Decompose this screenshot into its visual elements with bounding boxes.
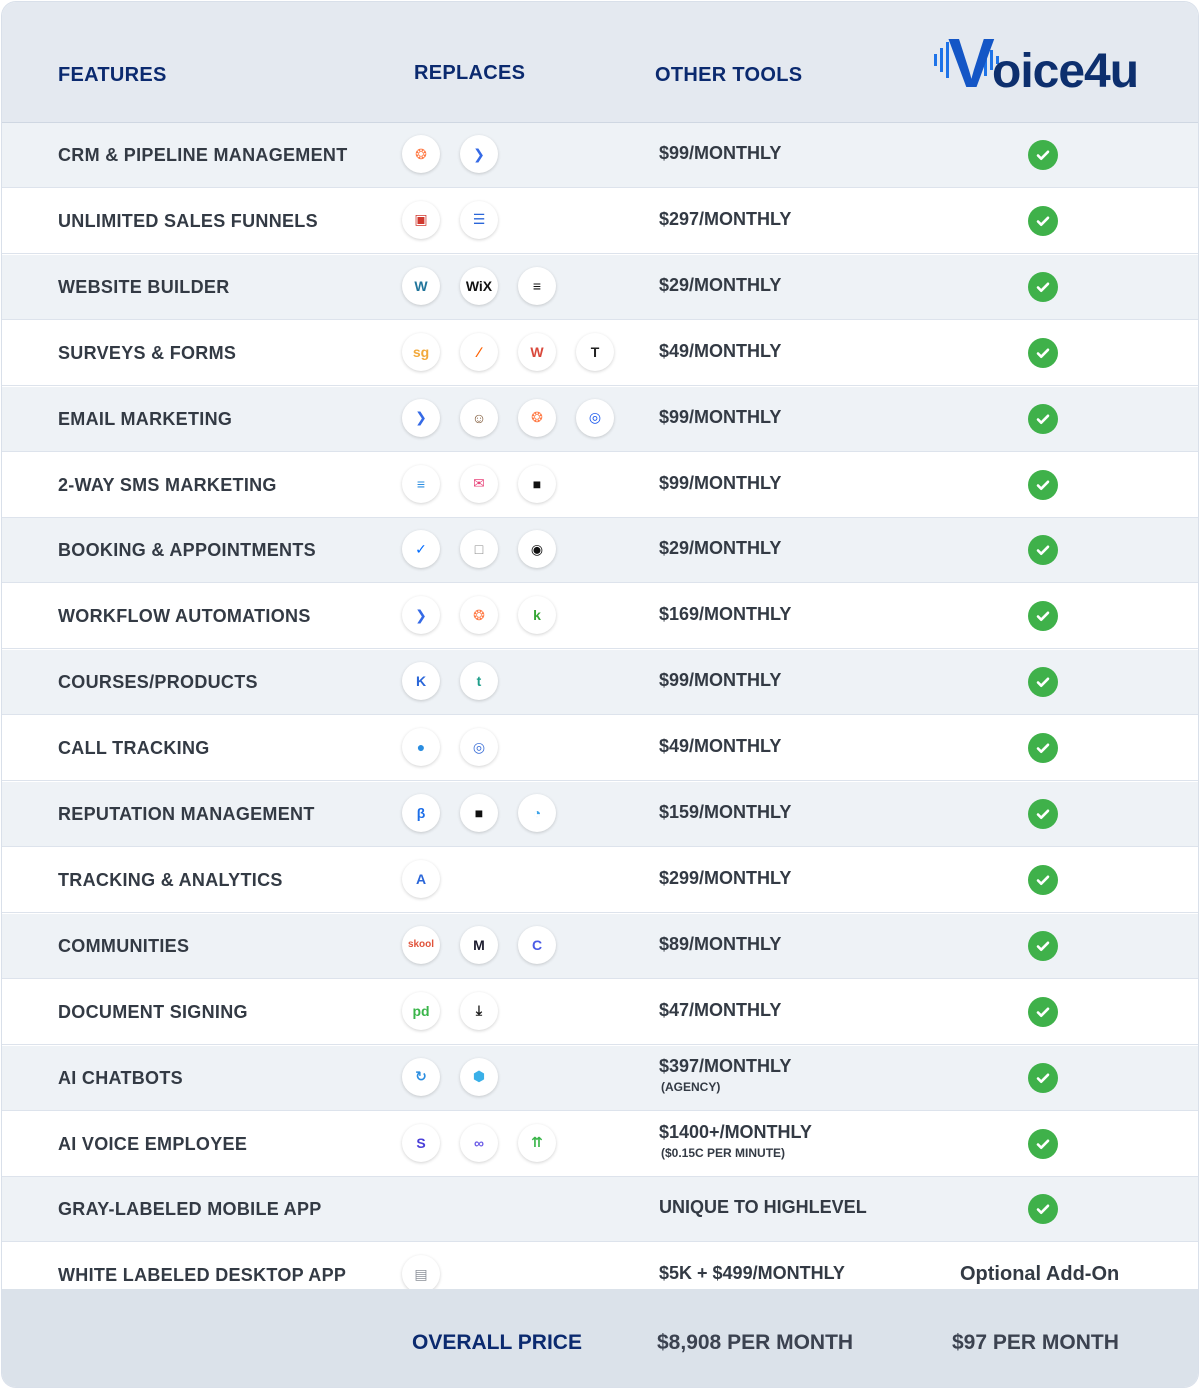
check-icon [1028,601,1058,631]
feature-name: DOCUMENT SIGNING [58,1001,248,1022]
ringba-icon: ◎ [460,728,498,766]
wix-icon: WiX [460,267,498,305]
feature-name: WEBSITE BUILDER [58,276,230,297]
feature-name: WHITE LABELED DESKTOP APP [58,1265,347,1286]
feature-name: AI CHATBOTS [58,1067,183,1088]
table-row [2,914,1198,979]
check-icon [1028,667,1058,697]
feature-name: CALL TRACKING [58,738,210,759]
check-icon [1028,1063,1058,1093]
other-tools-price: $49/MONTHLY [659,340,782,361]
mighty-icon: M [460,926,498,964]
table-row [2,123,1198,188]
chatbot-icon: ↻ [402,1058,440,1096]
table-row [2,387,1198,452]
feature-name: SURVEYS & FORMS [58,342,237,363]
check-icon [1028,272,1058,302]
other-tools-price: $99/MONTHLY [659,406,782,427]
table-header [2,2,1198,123]
other-tools-price: $5K + $499/MONTHLY [659,1263,845,1284]
table-row [2,189,1198,254]
other-tools-price: $99/MONTHLY [659,143,782,163]
check-icon [1028,865,1058,895]
teachable-icon: t [460,662,498,700]
clickfunnels-icon: ▣ [402,201,440,239]
acuity-icon: ◉ [518,530,556,568]
other-tools-price: $1400+/MONTHLY [659,1121,812,1142]
pandadoc-icon: pd [402,992,440,1030]
podium-icon: ■ [518,465,556,503]
check-icon [1028,206,1058,236]
table-row [2,453,1198,518]
leadpages-icon: ☰ [460,201,498,239]
optional-add-on-label: Optional Add-On [960,1263,1120,1286]
other-tools-price-note: ($0.15C PER MINUTE) [661,1145,786,1160]
feature-name: COMMUNITIES [58,935,190,956]
docsign-icon: ⤓ [460,992,498,1030]
other-tools-total: $8,908 PER MONTH [657,1331,854,1354]
table-footer [2,1289,1198,1387]
voice4u-total: $97 PER MONTH [952,1331,1119,1354]
other-tools-price-note: (AGENCY) [661,1079,721,1094]
check-icon [1028,997,1058,1027]
table-row [2,1046,1198,1111]
other-tools-price: $29/MONTHLY [659,538,782,559]
other-tools-price: $159/MONTHLY [659,802,792,822]
mailchimp-icon: ☺ [460,399,498,437]
activecampaign-icon: ❯ [402,399,440,437]
growth-icon: ⇈ [518,1124,556,1162]
skool-icon: skool [402,926,440,964]
other-tools-price: $397/MONTHLY [659,1055,792,1076]
table-row [2,321,1198,386]
feature-name: UNLIMITED SALES FUNNELS [58,210,318,231]
constantcontact-icon: ◎ [576,399,614,437]
birdeye-icon: β [402,794,440,832]
check-icon [1028,404,1058,434]
brand-v-letter: V [948,24,995,102]
table-row [2,584,1198,649]
wordpress-icon: W [402,267,440,305]
kajabi-icon: K [402,662,440,700]
hubspot-icon: ❂ [518,399,556,437]
other-tools-price: $297/MONTHLY [659,208,792,229]
replaces-column-header: REPLACES [414,62,526,84]
calendly-icon: ✓ [402,530,440,568]
table-row [2,716,1198,781]
chat-hex-icon: ⬢ [460,1058,498,1096]
podium-icon: ■ [460,794,498,832]
features-column-header: FEATURES [58,64,167,86]
table-row [2,650,1198,715]
table-row [2,782,1198,847]
synthflow-icon: S [402,1124,440,1162]
other-tools-price: UNIQUE TO HIGHLEVEL [659,1197,867,1218]
hubspot-icon: ❂ [460,596,498,634]
table-row [2,980,1198,1045]
other-tools-price: $29/MONTHLY [659,274,782,295]
stack-icon: ≡ [402,465,440,503]
table-row [2,255,1198,320]
feature-name: TRACKING & ANALYTICS [58,869,283,890]
table-row [2,518,1198,583]
calendar-icon: □ [460,530,498,568]
analytics-icon: A [402,860,440,898]
feature-name: GRAY-LABELED MOBILE APP [58,1199,322,1220]
check-icon [1028,140,1058,170]
squarespace-icon: ≡ [518,267,556,305]
activecampaign-icon: ❯ [402,596,440,634]
check-icon [1028,338,1058,368]
keap-icon: k [518,596,556,634]
hubspot-icon: ❂ [402,135,440,173]
other-tools-price: $49/MONTHLY [659,736,782,757]
overall-price-label: OVERALL PRICE [412,1331,582,1354]
feature-name: BOOKING & APPOINTMENTS [58,540,316,561]
other-tools-price: $89/MONTHLY [659,933,782,954]
feature-name: COURSES/PRODUCTS [58,672,258,693]
typeform-icon: T [576,333,614,371]
surveygizmo-icon: sg [402,333,440,371]
feature-name: WORKFLOW AUTOMATIONS [58,606,311,627]
feature-name: CRM & PIPELINE MANAGEMENT [58,145,348,165]
other-tools-price: $99/MONTHLY [659,670,782,691]
voice4u-logo [932,24,1152,104]
table-row [2,1112,1198,1177]
check-icon [1028,1194,1058,1224]
feature-name: REPUTATION MANAGEMENT [58,804,315,824]
check-icon [1028,535,1058,565]
other-tools-column-header: OTHER TOOLS [655,64,803,86]
check-icon [1028,799,1058,829]
check-icon [1028,931,1058,961]
table-row [2,848,1198,913]
other-tools-price: $169/MONTHLY [659,604,792,625]
table-row [2,1177,1198,1242]
feature-name: EMAIL MARKETING [58,408,233,429]
check-icon [1028,733,1058,763]
other-tools-price: $299/MONTHLY [659,867,792,888]
brand-name-text: oice4u [992,45,1139,98]
wufoo-icon: W [518,333,556,371]
reputation-icon: ◔ [518,794,556,832]
callrail-icon: ● [402,728,440,766]
other-tools-price: $47/MONTHLY [659,999,782,1020]
other-tools-price: $99/MONTHLY [659,472,782,493]
comparison-table [2,2,1198,1387]
check-icon [1028,470,1058,500]
feature-name: AI VOICE EMPLOYEE [58,1133,248,1154]
circle-icon: C [518,926,556,964]
activecampaign-icon: ❯ [460,135,498,173]
desktop-app-icon: ▤ [402,1255,440,1293]
textmail-icon: ✉ [460,465,498,503]
feature-name: 2-WAY SMS MARKETING [58,474,277,495]
check-icon [1028,1129,1058,1159]
infinity-icon: ∞ [460,1124,498,1162]
jotform-icon: ∕ [460,333,498,371]
